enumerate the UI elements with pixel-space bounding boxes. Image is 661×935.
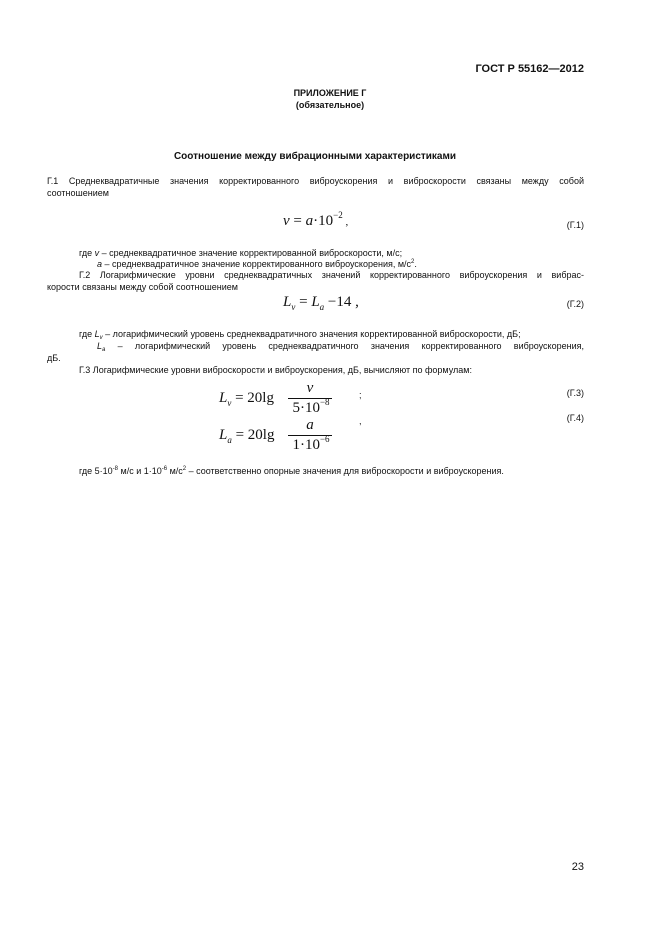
where3-mid: м/с и 1·10 <box>118 466 162 476</box>
where2-La-sub: a <box>102 347 106 353</box>
eq3-numerator <box>288 380 332 397</box>
eq2-sub-v: v <box>291 302 296 312</box>
where3-unit: м/с <box>167 466 183 476</box>
paragraph-g1-line2: соотношением <box>47 188 109 198</box>
eq1-end: , <box>342 216 349 228</box>
eq4-L: L <box>219 427 228 443</box>
eq1-a: a <box>305 213 314 229</box>
equation-g1-number: (Г.1) <box>566 220 584 230</box>
where3-prefix: где 5·10 <box>79 466 113 476</box>
eq1-power: ·10 <box>313 213 334 229</box>
equation-g2 <box>283 294 359 311</box>
where-reference-values <box>79 466 504 479</box>
equation-g2-number: (Г.2) <box>566 299 584 309</box>
appendix-subtitle: (обязательное) <box>295 100 365 110</box>
where2-Lv-text: – логарифмический уровень среднеквадратичного значения корректированной виброскорости, дБ; <box>102 329 521 339</box>
equation-g1 <box>283 210 349 230</box>
where1-prefix: где <box>79 248 95 258</box>
where-la-continuation: дБ. <box>47 353 61 363</box>
eq4-num-text: a <box>306 417 314 433</box>
eq4-numerator <box>288 417 332 434</box>
equation-g3-lhs <box>219 390 274 407</box>
eq3-num-text: v <box>306 380 314 396</box>
where2-Lv: L <box>94 329 100 339</box>
eq3-separator: ; <box>359 390 362 400</box>
appendix-title: ПРИЛОЖЕНИЕ Г <box>293 88 367 98</box>
eq3-L: L <box>219 390 228 406</box>
eq4-sub: a <box>227 435 232 445</box>
eq1-lhs: v <box>283 213 290 229</box>
section-title: Соотношение между вибрационными характеристиками <box>173 151 457 162</box>
eq2-equals: = <box>295 294 312 310</box>
eq4-separator: , <box>359 416 362 426</box>
eq3-denominator <box>286 397 336 417</box>
document-code: ГОСТ Р 55162—2012 <box>475 63 584 75</box>
paragraph-g2-line2: корости связаны между собой соотношением <box>47 282 238 292</box>
where3-e1: -8 <box>112 466 118 472</box>
where1-a-sup: 2 <box>411 259 415 265</box>
eq4-den-text: 1·10 <box>292 437 320 453</box>
equation-g3-number: (Г.3) <box>566 388 584 398</box>
where3-e2: -6 <box>161 466 168 472</box>
eq1-equals: = <box>289 213 306 229</box>
where3-text: – соответственно опорные значения для виброскорости и виброускорения. <box>186 466 504 476</box>
eq4-denominator <box>286 434 336 454</box>
where2-prefix: где <box>79 329 95 339</box>
paragraph-g1-line1: Г.1 Среднеквадратичные значения корректированного виброускорения и виброскорости связаны между собой <box>47 176 584 186</box>
equation-g4-number: (Г.4) <box>566 413 584 423</box>
where-v-line <box>79 248 402 259</box>
eq2-rest: −14 , <box>324 294 359 310</box>
where2-La-text: – логарифмический уровень среднеквадратичного значения корректированного виброускорения, <box>105 341 584 351</box>
eq1-exponent: −2 <box>333 210 343 220</box>
eq3-den-exp: −8 <box>319 397 330 407</box>
paragraph-g2-line1: Г.2 Логарифмические уровни среднеквадратичных значений корректированного виброускорения и вибрас- <box>79 270 584 280</box>
eq2-L: L <box>283 294 292 310</box>
where2-Lv-sub: v <box>99 335 103 341</box>
eq2-L2: L <box>311 294 320 310</box>
eq3-mid: = 20lg <box>231 390 274 406</box>
eq3-den-text: 5·10 <box>292 400 320 416</box>
eq4-mid: = 20lg <box>231 427 275 443</box>
eq2-sub-a: a <box>319 302 325 312</box>
eq3-sub: v <box>227 398 232 408</box>
where1-a: a <box>97 259 103 269</box>
where1-v-text: – среднеквадратичное значение корректированной виброскорости, м/с; <box>99 248 403 258</box>
eq4-den-exp: −6 <box>319 434 330 444</box>
where1-a-text: – среднеквадратичное значение корректированного виброускорения, м/с <box>102 259 412 269</box>
where3-e3: 2 <box>182 466 187 472</box>
paragraph-g3: Г.3 Логарифмические уровни виброскорости и виброускорения, дБ, вычисляют по формулам: <box>79 365 472 375</box>
equation-g4-lhs <box>219 427 274 444</box>
page-number: 23 <box>571 861 584 873</box>
where2-La: L <box>97 341 103 351</box>
where-la-line <box>97 341 584 354</box>
where1-v: v <box>94 248 100 258</box>
where1-a-end: . <box>414 259 417 269</box>
